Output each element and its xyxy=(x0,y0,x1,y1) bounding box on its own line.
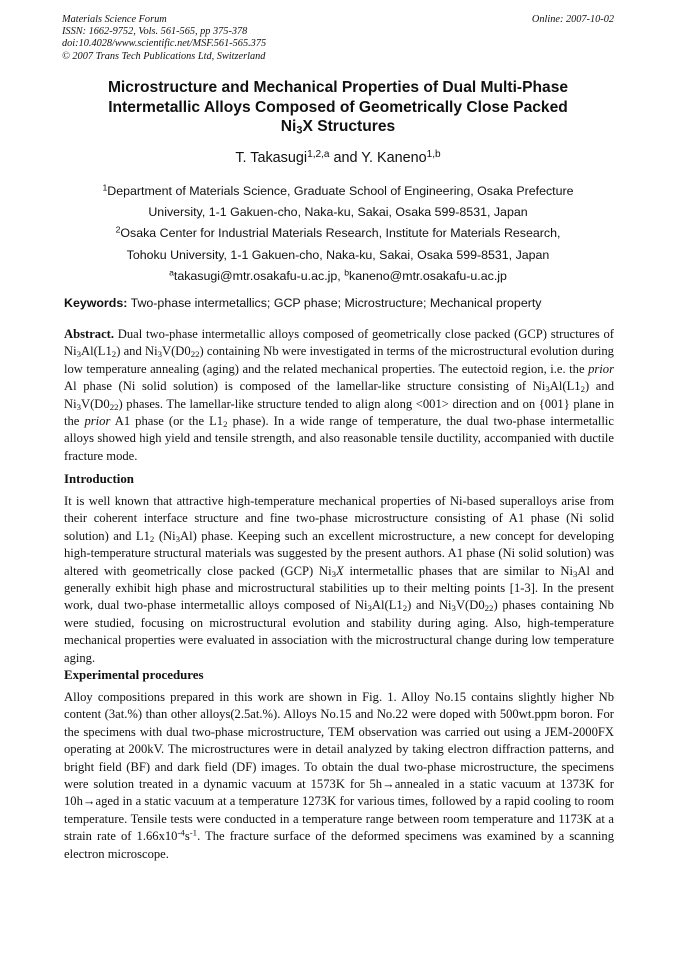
italic-prior: prior xyxy=(588,361,614,376)
copyright-line: © 2007 Trans Tech Publications Ltd, Switzerland xyxy=(62,50,266,62)
title-ni: Ni xyxy=(280,118,297,135)
abstract-text: Dual two-phase intermetallic alloys composed of geometrically close packed (GCP) structures of Ni xyxy=(64,327,614,359)
intro-text: It is well known that attractive high-temperature mechanical properties of Ni-based superalloys arise from their coherent interface structure and fine two-phase microstructure consisting of A1 phase (Ni solid solution) and L1 xyxy=(64,494,614,543)
sup: -4 xyxy=(177,827,185,838)
abstract-text: Al phase (Ni solid solution) is composed of the lamellar-like structure consisting of Ni xyxy=(64,379,546,394)
intro-text: ) phases containing Nb were studied, focusing on microstructural evolution and stability during aging. Also, high-temperature mechanical properties were evaluated in association with the microstructural change during low temperature aging. xyxy=(64,598,614,665)
sub: 2 xyxy=(402,603,408,614)
sub: 3 xyxy=(331,568,336,579)
exp-text: . The fracture surface of the deformed specimens was examined by a scanning electron microscope. xyxy=(64,829,614,861)
abstract-text: Al(L1 xyxy=(549,379,581,394)
title-x-structures: X Structures xyxy=(302,118,396,135)
author-1: T. Takasugi xyxy=(235,150,308,166)
sub: 3 xyxy=(573,568,578,579)
sub: 2 xyxy=(149,533,155,544)
intro-text: Al and generally exhibit high phase and microstructural stabilities up to their melting points [1-3]. In the present work, dual two-phase intermetallic alloys composed of Ni xyxy=(64,563,614,613)
intro-text: Al) phase. Keeping such an excellent microstructure, a new concept for developing high-temperature structural materials was suggested by the present authors. A1 phase (Ni solid solution) was altered with geometrically close packed (GCP) Ni xyxy=(64,528,614,578)
author-2-affil: 1,b xyxy=(426,148,441,160)
abstract xyxy=(64,326,614,465)
sub: 2 xyxy=(223,418,228,429)
sub: 22 xyxy=(190,349,200,360)
intro-text: intermetallic phases that are similar to Ni xyxy=(343,563,574,578)
email-a-mark: a xyxy=(169,267,174,278)
title-line-2: Intermetallic Alloys Composed of Geometrically Close Packed xyxy=(108,98,568,116)
italic-prior: prior xyxy=(84,414,111,429)
experimental-heading: Experimental procedures xyxy=(64,668,204,682)
arrow-symbol: → xyxy=(82,794,96,809)
sub: 22 xyxy=(109,401,119,412)
exp-text: Alloy compositions prepared in this work are shown in Fig. 1. Alloy No.15 contains slightly higher Nb content (3at.%) than other alloys(2.5at.%). Alloys No.15 and No.22 were doped with 500wt.ppm boron. For the specimens with dual two-phase microstructure, TEM observation was carried out using a JEM-2000FX operating at 200kV. The microstructures were in detail analyzed by taking electron diffraction patterns, and bright field (BF) and dark field (DF) images. To obtain the dual two-phase microstructure, the specimens were solution treated in a dynamic vacuum at 1573K for 5h xyxy=(64,690,614,792)
affil-2-line-2: Tohoku University, 1-1 Gakuen-cho, Naka-ku, Sakai, Osaka 599-8531, Japan xyxy=(126,247,550,262)
affiliations xyxy=(62,181,614,287)
keywords xyxy=(64,296,616,310)
author-1-affil: 1,2,a xyxy=(307,148,330,160)
introduction xyxy=(64,493,614,667)
intro-text: ) and Ni xyxy=(407,598,452,613)
intro-text: (Ni xyxy=(154,528,176,543)
abstract-text: A1 phase (or the L1 xyxy=(110,414,224,429)
affil-2-mark: 2 xyxy=(115,225,121,236)
abstract-text: ) phases. The lamellar-like structure tended to align along <001> direction and on {001} plane in the xyxy=(64,396,614,429)
abstract-text: ) and Ni xyxy=(116,344,158,359)
title-line-1: Microstructure and Mechanical Properties of Dual Multi-Phase xyxy=(107,79,569,96)
affil-1-line-1 xyxy=(62,181,614,202)
arrow-symbol: → xyxy=(382,777,395,792)
doi-line: doi:10.4028/www.scientific.net/MSF.561-565.375 xyxy=(62,38,267,50)
exp-text: annealed in a static vacuum at 1373K for 10h xyxy=(64,777,615,809)
email-b[interactable]: kaneno@mtr.osakafu-u.ac.jp xyxy=(349,268,507,283)
email-b-mark: b xyxy=(344,267,350,278)
abstract-text: ) and Ni xyxy=(64,379,614,411)
sub: 3 xyxy=(175,533,181,544)
abstract-text: V(D0 xyxy=(81,396,110,411)
sub: 22 xyxy=(484,603,494,614)
abstract-label: Abstract. xyxy=(64,327,115,341)
keywords-label: Keywords: xyxy=(64,296,128,310)
experimental-paragraph xyxy=(64,689,614,863)
affil-1-line-2: University, 1-1 Gakuen-cho, Naka-ku, Sakai, Osaka 599-8531, Japan xyxy=(148,205,528,220)
introduction-heading: Introduction xyxy=(64,472,134,486)
issn-line: ISSN: 1662-9752, Vols. 561-565, pp 375-378 xyxy=(62,26,248,38)
author-line xyxy=(62,150,614,166)
intro-text: Al(L1 xyxy=(371,598,403,613)
abstract-text: ) containing Nb were investigated in terms of the microstructural evolution during low temperature annealing (aging) and the related mechanical properties. The eutectoid region, i.e. the xyxy=(64,344,614,376)
abstract-text: Al(L1 xyxy=(81,344,112,359)
abstract-text: V(D0 xyxy=(162,344,191,359)
sub: 3 xyxy=(76,349,81,360)
sub: 3 xyxy=(451,603,456,614)
exp-text: aged in a static vacuum at a temperature 1273K for various times, followed by a rapid cooling to room temperature. Tensile tests were conducted in a temperature range between room temperature and 1173K at a strain rate of 1.66x10 xyxy=(64,794,614,844)
author-2: Y. Kaneno xyxy=(361,150,427,166)
sup: -1 xyxy=(189,827,198,838)
email-a[interactable]: takasugi@mtr.osakafu-u.ac.jp, xyxy=(173,268,345,283)
italic-x: X xyxy=(336,563,344,578)
paper-title xyxy=(62,78,614,137)
journal-header xyxy=(62,14,614,63)
intro-text: V(D0 xyxy=(455,598,485,613)
affil-1-mark: 1 xyxy=(102,182,108,193)
abstract-paragraph xyxy=(64,326,614,465)
experimental xyxy=(64,689,614,863)
title-line-3 xyxy=(62,117,614,137)
abstract-text: phase). In a wide range of temperature, the dual two-phase intermetallic alloys showed high yield and tensile strength, and also reasonable tensile ductility, accompanied with ductile fracture mode. xyxy=(64,414,614,463)
sub: 3 xyxy=(157,349,162,360)
journal-name: Materials Science Forum xyxy=(62,14,167,25)
title-sub: 3 xyxy=(296,124,303,137)
online-date: Online: 2007-10-02 xyxy=(531,14,614,25)
author-conj: and xyxy=(329,150,362,166)
introduction-paragraph xyxy=(64,493,614,667)
email-line xyxy=(62,266,614,287)
sub: 2 xyxy=(580,384,585,395)
affil-2-line-1 xyxy=(62,223,614,244)
affil-2-text: Osaka Center for Industrial Materials Research, Institute for Materials Research, xyxy=(120,226,561,241)
sub: 3 xyxy=(545,384,550,395)
sub: 2 xyxy=(111,349,117,360)
keywords-text: Two-phase intermetallics; GCP phase; Microstructure; Mechanical property xyxy=(127,296,542,310)
exp-text: s xyxy=(184,829,190,844)
sub: 3 xyxy=(76,401,81,412)
sub: 3 xyxy=(367,603,372,614)
affil-1-text: Department of Materials Science, Graduate School of Engineering, Osaka Prefecture xyxy=(107,184,574,198)
